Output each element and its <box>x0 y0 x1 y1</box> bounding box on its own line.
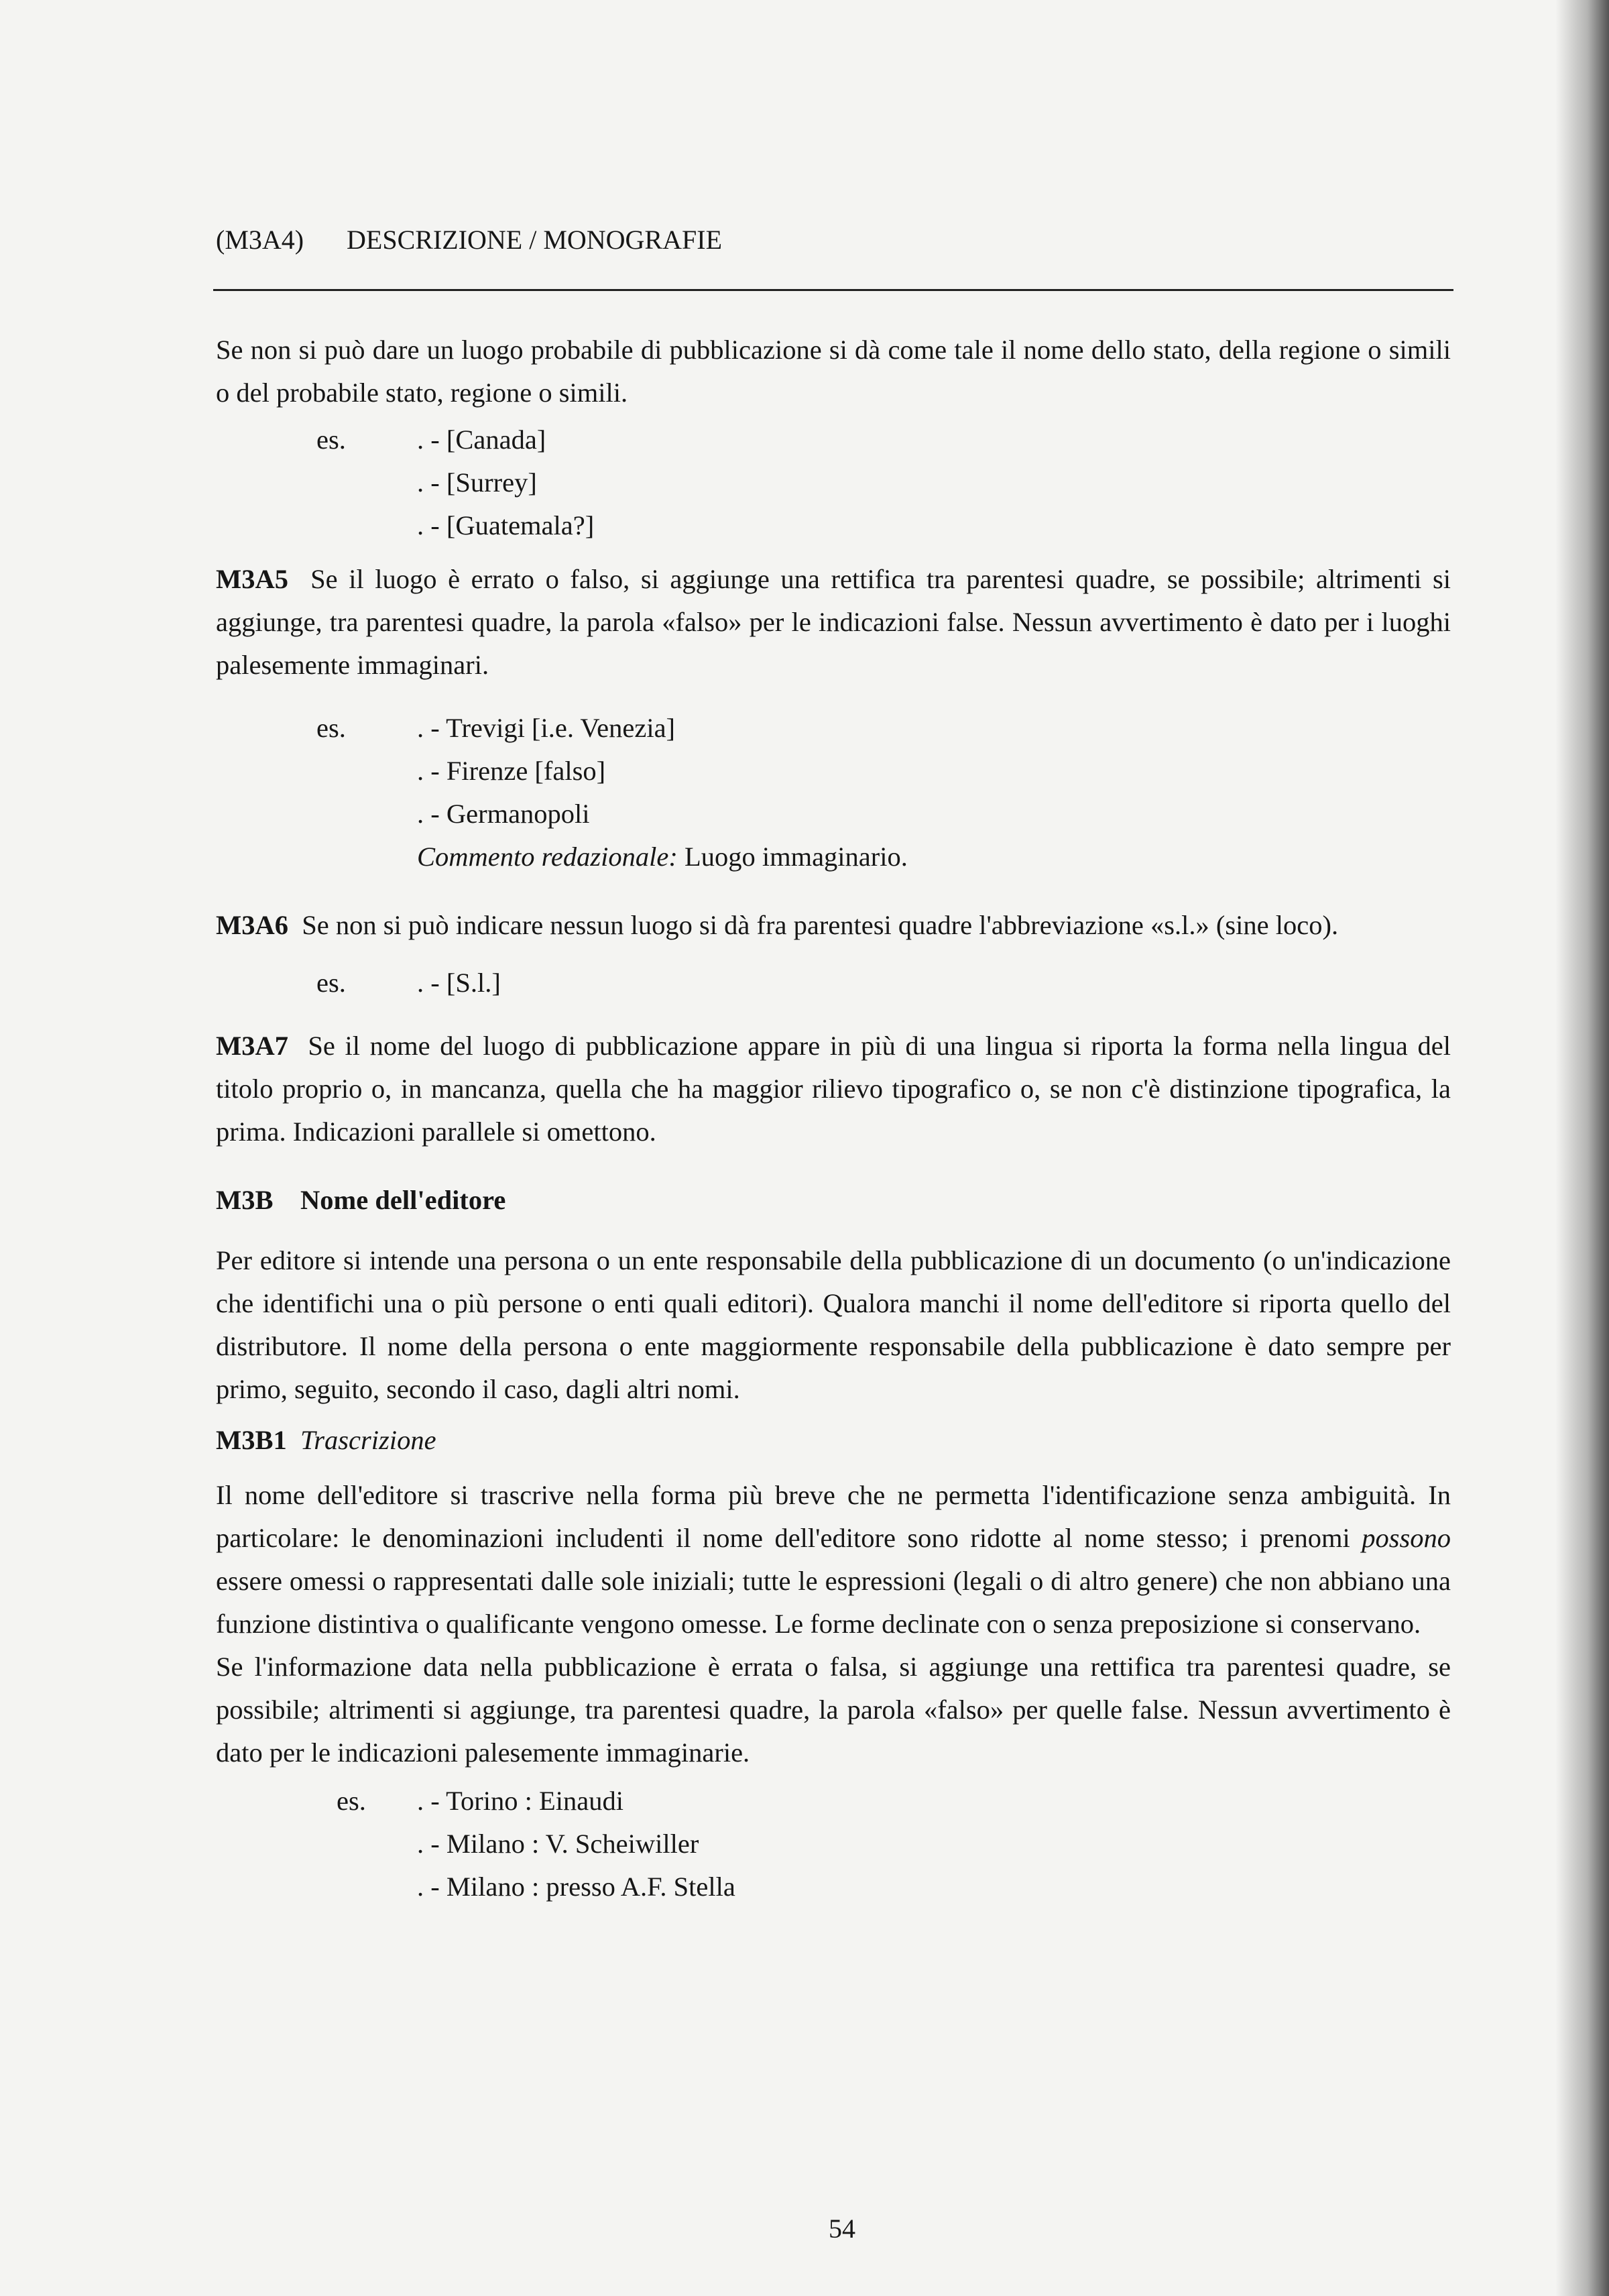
example-label: es. <box>316 968 346 998</box>
section-m3a6 <box>216 904 1451 947</box>
section-code: M3B <box>216 1185 274 1215</box>
section-text: Se il nome del luogo di pubblicazione appare in più di una lingua si riporta la forma nella lingua del titolo proprio o, in mancanza, quella che ha maggior rilievo tipografico o, se non c'è distinzione tipografica, la prima. Indicazioni parallele si omettono. <box>216 1031 1451 1147</box>
m3b1-paragraph-1 <box>216 1474 1451 1646</box>
header-title: DESCRIZIONE / MONOGRAFIE <box>347 225 722 255</box>
header-rule <box>213 289 1453 291</box>
example-line <box>216 461 1451 504</box>
example-value: . - Milano : V. Scheiwiller <box>417 1829 699 1859</box>
example-value: . - [Guatemala?] <box>417 510 595 540</box>
example-value: . - Milano : presso A.F. Stella <box>417 1872 735 1902</box>
comment-label: Commento redazionale: <box>417 842 678 872</box>
example-line <box>216 418 1451 461</box>
example-label: es. <box>316 424 346 455</box>
heading-m3b1 <box>216 1419 1451 1462</box>
example-line <box>216 1780 1451 1823</box>
example-line <box>216 750 1451 793</box>
example-line <box>216 1866 1451 1908</box>
section-title: Trascrizione <box>300 1425 436 1455</box>
section-code: M3A5 <box>216 564 288 594</box>
intro-paragraph: Se non si può dare un luogo probabile di pubblicazione si dà come tale il nome dello stato, della regione o simili o del probabile stato, regione o simili. <box>216 335 1451 408</box>
section-text: Se non si può indicare nessun luogo si dà fra parentesi quadre l'abbreviazione «s.l.» (sine loco). <box>302 910 1339 940</box>
italic-run: possono <box>1362 1523 1451 1553</box>
section-code: M3A7 <box>216 1031 288 1061</box>
section-code: M3A6 <box>216 910 288 940</box>
example-value: . - Germanopoli <box>417 799 590 829</box>
example-value: . - [Canada] <box>417 424 546 455</box>
section-code: M3B1 <box>216 1425 287 1455</box>
example-value: . - Torino : Einaudi <box>417 1786 624 1816</box>
heading-m3b <box>216 1179 1451 1222</box>
section-m3a5 <box>216 558 1451 687</box>
example-line <box>216 707 1451 750</box>
example-line <box>216 793 1451 836</box>
text-run: Il nome dell'editore si trascrive nella forma più breve che ne permetta l'identificazione senza ambiguità. In particolare: le denominazioni includenti il nome dell'editore sono ridotte al nome stesso; i prenomi <box>216 1480 1451 1553</box>
page-number: 54 <box>829 2214 855 2244</box>
header-code: (M3A4) <box>216 225 304 255</box>
example-value: . - Firenze [falso] <box>417 756 606 786</box>
page-edge-shadow <box>1555 0 1609 2296</box>
example-value: . - Trevigi [i.e. Venezia] <box>417 713 676 743</box>
section-title: Nome dell'editore <box>300 1185 506 1215</box>
section-m3a7 <box>216 1025 1451 1153</box>
m3b-paragraph: Per editore si intende una persona o un ente responsabile della pubblicazione di un documento (o un'indicazione che identifichi una o più persone o enti quali editori). Qualora manchi il nome dell'editore si riporta quello del distributore. Il nome della persona o ente maggiormente responsabile della pubblicazione è dato sempre per primo, seguito, secondo il caso, dagli altri nomi. <box>216 1245 1451 1404</box>
example-label: es. <box>316 713 346 743</box>
comment-text: Luogo immaginario. <box>684 842 908 872</box>
example-label: es. <box>337 1786 366 1816</box>
text-run: essere omessi o rappresentati dalle sole iniziali; tutte le espressioni (legali o di altro genere) che non abbiano una funzione distintiva o qualificante vengono omesse. Le forme declinate con o senza preposizione si conservano. <box>216 1566 1451 1639</box>
comment-line <box>216 836 1451 878</box>
m3b1-paragraph-2: Se l'informazione data nella pubblicazione è errata o falsa, si aggiunge una rettifica tra parentesi quadre, se possibile; altrimenti si aggiunge, tra parentesi quadre, la parola «falso» per quelle false. Nessun avvertimento è dato per le indicazioni palesemente immaginarie. <box>216 1652 1451 1768</box>
example-line <box>216 1823 1451 1866</box>
section-text: Se il luogo è errato o falso, si aggiunge una rettifica tra parentesi quadre, se possibile; altrimenti si aggiunge, tra parentesi quadre, la parola «falso» per le indicazioni false. Nessun avvertimento è dato per i luoghi palesemente immaginari. <box>216 564 1451 680</box>
page-body <box>216 329 1451 1908</box>
example-value: . - [Surrey] <box>417 467 537 498</box>
running-header <box>216 221 1451 259</box>
example-line <box>216 962 1451 1005</box>
example-value: . - [S.l.] <box>417 968 501 998</box>
example-line <box>216 504 1451 547</box>
